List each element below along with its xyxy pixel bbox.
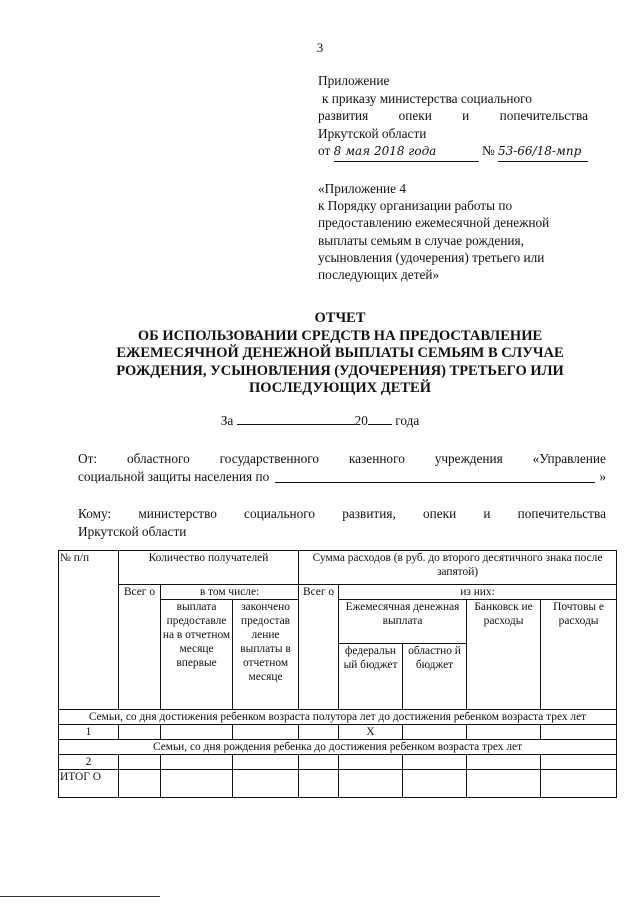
not-applicable-mark: Х	[339, 725, 403, 740]
total-label: ИТОГ О	[59, 770, 119, 798]
order-appendix-block	[318, 72, 588, 162]
period-blank[interactable]	[237, 424, 355, 425]
appendix-ministry-line: развития опеки и попечительства	[318, 108, 588, 123]
report-title: ОТЧЕТ ОБ ИСПОЛЬЗОВАНИИ СРЕДСТВ НА ПРЕДОСТАВЛЕНИЕ ЕЖЕМЕСЯЧНОЙ ДЕНЕЖНОЙ ВЫПЛАТЫ СЕМЬЯМ В СЛУЧАЕ РОЖДЕНИЯ, УСЫНОВЛЕНИЯ (УДОЧЕРЕНИЯ) ТРЕТЬЕГО ИЛИ ПОСЛЕДУЮЩИХ ДЕТЕЙ	[116, 310, 564, 396]
procedure-line: предоставлению ежемесячной денежной	[318, 215, 550, 231]
section-2-heading: Семьи, со дня рождения ребенка до достижения ребенком возраста трех лет	[59, 740, 617, 755]
header-of-them: из них:	[339, 585, 617, 600]
header-expenses: Сумма расходов (в руб. до второго десятичного знака после запятой)	[299, 551, 617, 585]
header-first-time: выплата предоставле на в отчетном месяце впервые	[161, 600, 233, 710]
appendix-heading: Приложение	[318, 73, 390, 88]
procedure-line: к Порядку организации работы по	[318, 198, 513, 214]
procedure-line: усыновления (удочерения) третьего или	[318, 249, 545, 265]
year-blank[interactable]	[368, 424, 392, 425]
row-number: 1	[59, 725, 119, 740]
table-row-total	[59, 770, 617, 798]
appendix-region-line: Иркутской области	[318, 125, 427, 141]
header-ended: закончено предостав ление выплаты в отчетном месяце	[233, 600, 299, 710]
procedure-appendix-block	[318, 180, 598, 283]
header-regional-budget: областно й бюджет	[403, 644, 467, 710]
header-total-expenses: Всег о	[299, 585, 339, 710]
procedure-line: «Приложение 4	[318, 181, 406, 196]
district-blank[interactable]	[275, 468, 595, 483]
handwritten-date: 8 мая 2018 года	[334, 143, 479, 162]
report-table	[58, 550, 617, 798]
section-1-heading: Семьи, со дня достижения ребенком возраста полутора лет до достижения ребенком возраста трех лет	[59, 710, 617, 725]
procedure-line: выплаты семьям в случае рождения,	[318, 232, 524, 248]
header-monthly-payment: Ежемесячная денежная выплата	[339, 600, 467, 644]
header-including: в том числе:	[161, 585, 299, 600]
table-row	[59, 725, 617, 740]
appendix-date-line: от 8 мая 2018 года № 53-66/18-мпр	[318, 142, 588, 162]
procedure-line: последующих детей»	[318, 267, 440, 283]
report-period: За 20 года	[220, 413, 420, 428]
handwritten-number: 53-66/18-мпр	[498, 143, 588, 162]
header-postal-expenses: Почтовы е расходы	[541, 600, 617, 710]
header-bank-expenses: Банковск ие расходы	[467, 600, 541, 710]
footnote-divider	[0, 896, 160, 897]
row-number: 2	[59, 755, 119, 770]
header-federal-budget: федеральн ый бюджет	[339, 644, 403, 710]
header-total-recipients: Всег о	[119, 585, 161, 710]
page-number: 3	[316, 40, 324, 55]
appendix-order-line: к приказу министерства социального	[322, 90, 532, 106]
report-to: Кому: министерство социального развития, опеки и попечительства Иркутской области	[78, 506, 606, 539]
report-from: От: областного государственного казенного учреждения «Управление социальной защиты населения по »	[78, 451, 606, 484]
table-row	[59, 755, 617, 770]
header-recipients: Количество получателей	[119, 551, 299, 585]
header-num: № п/п	[59, 551, 119, 710]
